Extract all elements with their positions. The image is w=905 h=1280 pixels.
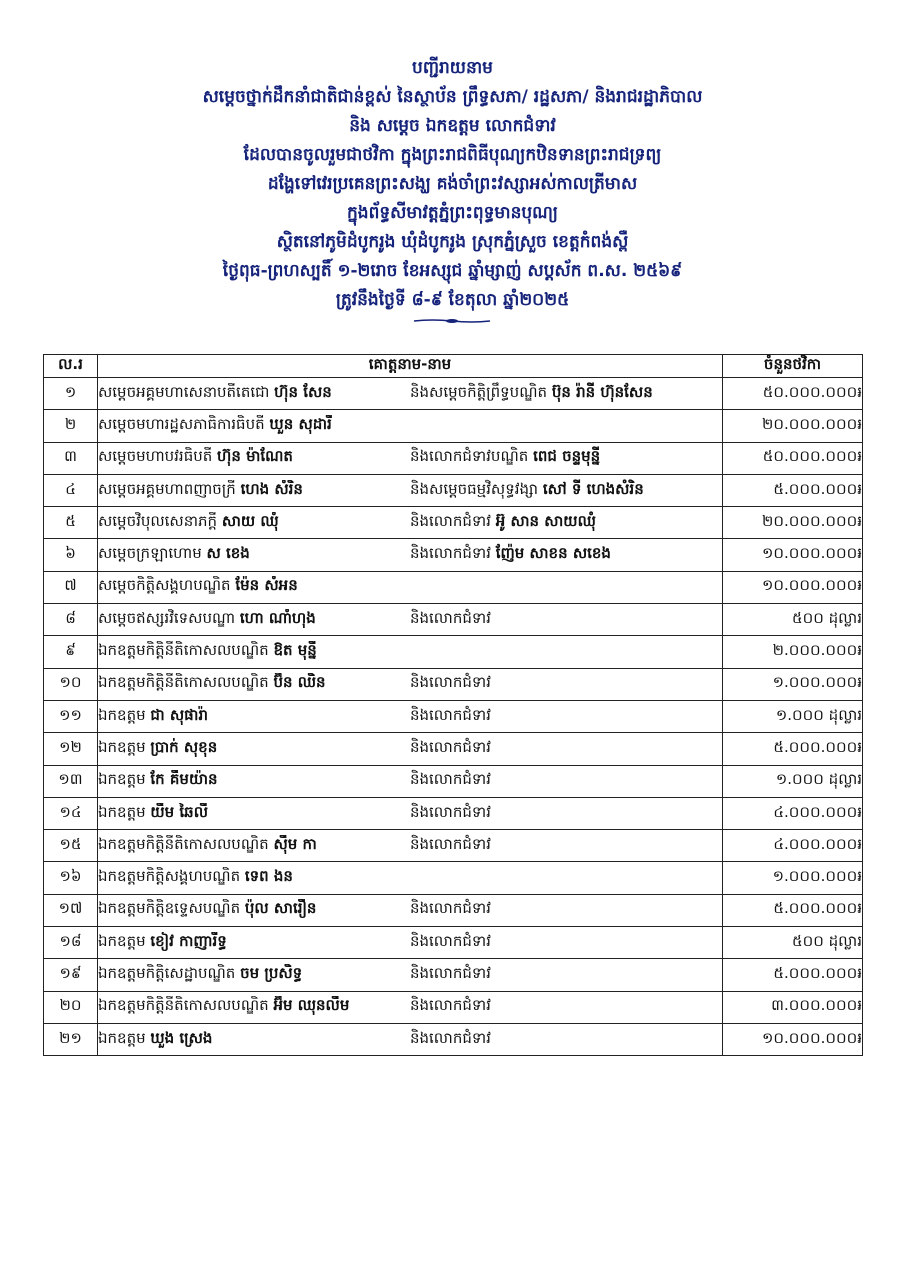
row-amount: ២០.០០០.០០០៛	[723, 410, 863, 442]
row-names	[98, 442, 723, 474]
spouse	[410, 899, 491, 921]
donor	[98, 706, 410, 728]
row-number: ១	[44, 378, 98, 410]
row-number: ១៨	[44, 927, 98, 959]
table-row	[44, 733, 863, 765]
donor-title: សម្តេចវិបុលសេនាភក្តី	[98, 511, 218, 530]
spouse	[410, 835, 491, 857]
header-line: និង សម្តេច ឯកឧត្តម លោកជំទាវ	[349, 116, 556, 136]
donor-name: កែ គឹមយ៉ាន	[150, 770, 218, 789]
spouse-title: និងសម្តេចកិត្តិព្រឹទ្ធបណ្ឌិត	[410, 382, 548, 401]
donor	[98, 641, 410, 663]
table-row	[44, 1023, 863, 1055]
donor	[98, 867, 410, 889]
donor	[98, 480, 410, 502]
donor-title: ឯកឧត្តមកិត្តិសេដ្ឋាបណ្ឌិត	[98, 963, 236, 982]
header-line: ត្រូវនឹងថ្ងៃទី ៨-៩ ខែតុលា ឆ្នាំ២០២៥	[335, 290, 570, 310]
donor-title: សម្តេចអគ្គមហាពញាចក្រី	[98, 479, 236, 498]
spouse	[410, 609, 491, 631]
table-row	[44, 410, 863, 442]
donor-name: ជា សុផារ៉ា	[150, 705, 208, 724]
table-row	[44, 830, 863, 862]
row-amount: ៥.០០០.០០០៛	[723, 733, 863, 765]
row-names	[98, 765, 723, 797]
donor	[98, 803, 410, 825]
row-amount: ៤.០០០.០០០៛	[723, 797, 863, 829]
row-amount: ១.០០០.០០០៛	[723, 862, 863, 894]
donor-name: ចម ប្រសិទ្ធ	[240, 963, 303, 982]
donor-title: ឯកឧត្តមកិត្តិនីតិកោសលបណ្ឌិត	[98, 673, 269, 692]
donor	[98, 512, 410, 534]
spouse-title: និងលោកជំទាវ	[410, 931, 491, 950]
donor	[98, 673, 410, 695]
table-row	[44, 507, 863, 539]
header-line: ក្នុងព័ទ្ធសីមាវត្តភ្នំព្រះពុទ្ធមានបុណ្យ	[346, 203, 558, 223]
row-number: ១៦	[44, 862, 98, 894]
row-amount: ៥០.០០០.០០០៛	[723, 442, 863, 474]
row-amount: ១.០០០.០០០៛	[723, 668, 863, 700]
donor-title: ឯកឧត្តមកិត្តិនីតិកោសលបណ្ឌិត	[98, 834, 269, 853]
donor	[98, 447, 410, 469]
donor-title: សម្តេចអគ្គមហាសេនាបតីតេជោ	[98, 382, 270, 401]
header-no: ល.រ	[44, 355, 98, 378]
table-body	[44, 378, 863, 1056]
row-names	[98, 539, 723, 571]
header-name: គោត្តនាម-នាម	[98, 355, 723, 378]
donor	[98, 738, 410, 760]
spouse	[410, 706, 491, 728]
donor-title: ឯកឧត្តម	[98, 737, 146, 756]
donor	[98, 835, 410, 857]
row-amount: ១០.០០០.០០០៛	[723, 539, 863, 571]
donor	[98, 996, 410, 1018]
row-names	[98, 700, 723, 732]
spouse	[410, 544, 611, 566]
table-row	[44, 474, 863, 506]
row-names	[98, 378, 723, 410]
ornament-divider	[412, 318, 492, 324]
spouse-title: និងលោកជំទាវ	[410, 899, 491, 918]
row-names	[98, 571, 723, 603]
row-names	[98, 830, 723, 862]
spouse	[410, 673, 491, 695]
table-row	[44, 797, 863, 829]
row-names	[98, 959, 723, 991]
donor-name: ប៉ុល សារឿន	[244, 899, 317, 918]
donor-title: សម្តេចក្រឡាហោម	[98, 544, 202, 563]
spouse-title: និងលោកជំទាវ	[410, 770, 491, 789]
donor-name: ស៊ឹម កា	[273, 834, 317, 853]
table-row	[44, 378, 863, 410]
donor-title: ឯកឧត្តមកិត្តិសង្គហបណ្ឌិត	[98, 867, 241, 886]
row-amount: ១.០០០ ដុល្លារ	[723, 765, 863, 797]
donor	[98, 770, 410, 792]
row-amount: ៥.០០០.០០០៛	[723, 474, 863, 506]
row-amount: ១០.០០០.០០០៛	[723, 571, 863, 603]
row-number: ៩	[44, 636, 98, 668]
table-row	[44, 636, 863, 668]
document-header	[0, 54, 905, 315]
spouse	[410, 932, 491, 954]
row-number: ២	[44, 410, 98, 442]
table-row	[44, 442, 863, 474]
donor-name: សាយ ឈុំ	[221, 511, 279, 530]
donor-name: ឱត មុន្នី	[273, 641, 317, 660]
spouse-name: អ៊ូ សាន សាយឈុំ	[495, 511, 596, 530]
header-line: សម្តេចថ្នាក់ដឹកនាំជាតិជាន់ខ្ពស់ នៃស្ថាប័ន ព្រឹទ្ធសភា/ រដ្ឋសភា/ និងរាជរដ្ឋាភិបាល	[202, 87, 703, 107]
header-amount: ចំនួនថវិកា	[723, 355, 863, 378]
table-row	[44, 668, 863, 700]
row-amount: ៣.០០០.០០០៛	[723, 991, 863, 1023]
table-row	[44, 700, 863, 732]
donor-title: ឯកឧត្តមកិត្តិឧទ្ទេសបណ្ឌិត	[98, 899, 241, 918]
header-line: ដង្ហែទៅវេរប្រគេនព្រះសង្ឃ គង់ចាំព្រះវស្សាអស់កាលត្រីមាស	[267, 174, 638, 194]
spouse-name: ញ៉ែម សាខន សខេង	[495, 544, 611, 563]
donor	[98, 609, 410, 631]
donor-title: ឯកឧត្តម	[98, 705, 146, 724]
row-names	[98, 927, 723, 959]
row-amount: ៥០០ ដុល្លារ	[723, 604, 863, 636]
spouse-title: និងលោកជំទាវ	[410, 963, 491, 982]
donor-table	[43, 354, 863, 1056]
spouse	[410, 996, 491, 1018]
table-row	[44, 539, 863, 571]
spouse	[410, 383, 653, 405]
donor-title: សម្តេចមហារដ្ឋសភាធិការធិបតី	[98, 414, 265, 433]
row-amount: ២០.០០០.០០០៛	[723, 507, 863, 539]
row-number: ១៥	[44, 830, 98, 862]
table-row	[44, 927, 863, 959]
donor-title: ឯកឧត្តម	[98, 770, 146, 789]
spouse-title: និងសម្តេចធម្មវិសុទ្ធវង្សា	[410, 479, 539, 498]
row-number: ១៧	[44, 894, 98, 926]
header-line: ដែលបានចូលរួមជាថវិកា ក្នុងព្រះរាជពិធីបុណ្យកឋិនទានព្រះរាជទ្រព្យ	[243, 145, 662, 165]
spouse-title: និងលោកជំទាវ	[410, 673, 491, 692]
row-number: ៤	[44, 474, 98, 506]
spouse-title: និងលោកជំទាវ	[410, 737, 491, 756]
donor	[98, 932, 410, 954]
donor-name: យឹម ឆៃលី	[150, 802, 208, 821]
row-number: ៧	[44, 571, 98, 603]
donor-title: ឯកឧត្តម	[98, 931, 146, 950]
table-row	[44, 765, 863, 797]
row-number: ១១	[44, 700, 98, 732]
donor-name: ឃួង ស្រេង	[150, 1028, 213, 1047]
spouse-title: និងលោកជំទាវ	[410, 544, 491, 563]
row-names	[98, 1023, 723, 1055]
row-number: ៦	[44, 539, 98, 571]
donor-name: ប្រាក់ សុខុន	[150, 737, 218, 756]
donor-name: ហេង សំរិន	[240, 479, 303, 498]
row-names	[98, 410, 723, 442]
table-row	[44, 604, 863, 636]
donor-title: ឯកឧត្តមកិត្តិនីតិកោសលបណ្ឌិត	[98, 996, 269, 1015]
spouse	[410, 480, 644, 502]
row-number: ៨	[44, 604, 98, 636]
spouse	[410, 964, 491, 986]
row-names	[98, 636, 723, 668]
table-row	[44, 959, 863, 991]
donor	[98, 383, 410, 405]
row-amount: ១.០០០ ដុល្លារ	[723, 700, 863, 732]
row-names	[98, 797, 723, 829]
donor	[98, 899, 410, 921]
spouse	[410, 512, 596, 534]
row-number: ១៤	[44, 797, 98, 829]
spouse-title: និងលោកជំទាវបណ្ឌិត	[410, 447, 529, 466]
row-names	[98, 862, 723, 894]
row-names	[98, 733, 723, 765]
spouse	[410, 770, 491, 792]
donor-name: អ៊ឹម ឈុនលឹម	[273, 996, 350, 1015]
donor-name: ម៉ែន សំអន	[235, 576, 298, 595]
spouse-title: និងលោកជំទាវ	[410, 802, 491, 821]
donor-title: ឯកឧត្តមកិត្តិនីតិកោសលបណ្ឌិត	[98, 641, 269, 660]
donor-name: ហ៊ុន ម៉ាណែត	[217, 447, 293, 466]
donor-title: ឯកឧត្តម	[98, 802, 146, 821]
donor	[98, 964, 410, 986]
table-row	[44, 894, 863, 926]
donor	[98, 576, 410, 598]
donor	[98, 544, 410, 566]
spouse-name: សៅ ទី ហេងសំរិន	[542, 479, 644, 498]
row-number: ៣	[44, 442, 98, 474]
spouse	[410, 738, 491, 760]
donor-name: ប៊ិន ឈិន	[273, 673, 326, 692]
row-number: ៥	[44, 507, 98, 539]
row-amount: ៥.០០០.០០០៛	[723, 959, 863, 991]
spouse-name: ពេជ ចន្ទមុន្នី	[533, 447, 601, 466]
table-row	[44, 862, 863, 894]
donor-title: ឯកឧត្តម	[98, 1028, 146, 1047]
row-names	[98, 507, 723, 539]
row-number: ២១	[44, 1023, 98, 1055]
spouse	[410, 803, 491, 825]
row-amount: ៥០០ ដុល្លារ	[723, 927, 863, 959]
donor-name: ហោ ណាំហុង	[239, 608, 316, 627]
row-names	[98, 991, 723, 1023]
donor-title: សម្តេចកិត្តិសង្គហបណ្ឌិត	[98, 576, 231, 595]
donor-name: ខៀវ កាញារីទ្ធ	[150, 931, 227, 950]
donor	[98, 1029, 410, 1051]
row-names	[98, 604, 723, 636]
donor-title: សម្តេចឥស្សរវិទេសបណ្ឌា	[98, 608, 236, 627]
header-line: ថ្ងៃពុធ-ព្រហស្បតិ៍ ១-២រោច ខែអស្សុជ ឆ្នាំម្សាញ់ សប្តស័ក ព.ស. ២៥៦៩	[222, 261, 683, 281]
row-amount: ៤.០០០.០០០៛	[723, 830, 863, 862]
spouse-title: និងលោកជំទាវ	[410, 608, 491, 627]
donor-name: ទេព ងន	[244, 867, 293, 886]
donor-name: ហ៊ុន សែន	[274, 382, 332, 401]
table-row	[44, 991, 863, 1023]
row-number: ១២	[44, 733, 98, 765]
spouse-title: និងលោកជំទាវ	[410, 834, 491, 853]
spouse-title: និងលោកជំទាវ	[410, 511, 491, 530]
spouse-title: និងលោកជំទាវ	[410, 705, 491, 724]
spouse	[410, 447, 600, 469]
header-line: ស្ថិតនៅភូមិដំបូករូង ឃុំដំបូករូង ស្រុកភ្នំស្រួច ខេត្តកំពង់ស្ពឺ	[276, 232, 629, 252]
row-names	[98, 894, 723, 926]
donor-name: ឃួន សុដារី	[269, 414, 332, 433]
donor-name: ស ខេង	[206, 544, 250, 563]
row-number: ១០	[44, 668, 98, 700]
table-row	[44, 571, 863, 603]
spouse-title: និងលោកជំទាវ	[410, 996, 491, 1015]
row-amount: ៥.០០០.០០០៛	[723, 894, 863, 926]
spouse-title: និងលោកជំទាវ	[410, 1028, 491, 1047]
row-amount: ២.០០០.០០០៛	[723, 636, 863, 668]
header-title: បញ្ជីរាយនាម	[412, 58, 493, 78]
row-amount: ១០.០០០.០០០៛	[723, 1023, 863, 1055]
row-names	[98, 668, 723, 700]
row-number: ១៣	[44, 765, 98, 797]
spouse	[410, 1029, 491, 1051]
row-number: ១៩	[44, 959, 98, 991]
row-number: ២០	[44, 991, 98, 1023]
row-names	[98, 474, 723, 506]
donor-title: សម្តេចមហាបវរធិបតី	[98, 447, 213, 466]
donor	[98, 415, 410, 437]
row-amount: ៥០.០០០.០០០៛	[723, 378, 863, 410]
table-header-row	[44, 355, 863, 378]
spouse-name: ប៊ុន រ៉ានី ហ៊ុនសែន	[551, 382, 653, 401]
